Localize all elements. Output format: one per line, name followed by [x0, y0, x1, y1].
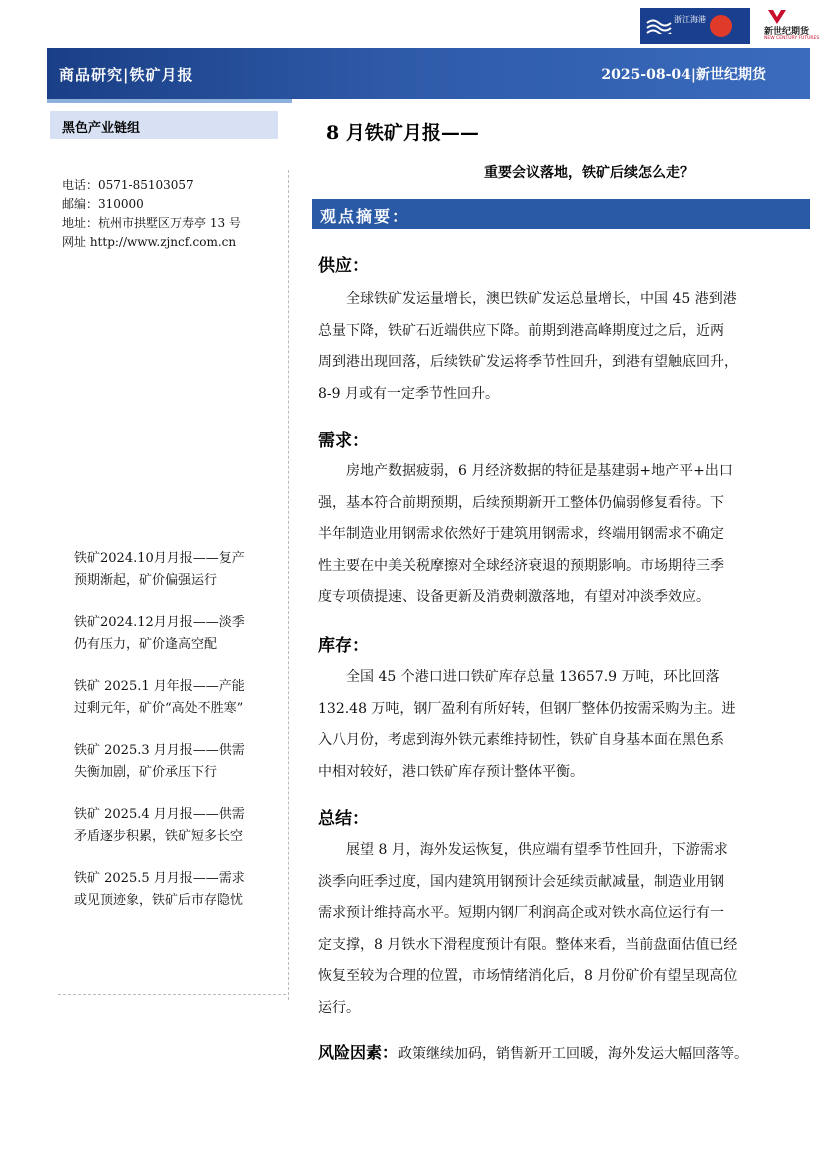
- header-logos: [640, 8, 820, 46]
- contact-phone: 电话：0571-85103057: [62, 178, 194, 192]
- column-divider: [288, 170, 289, 1000]
- wave-icon: [646, 18, 672, 34]
- demand-heading: 需求：: [318, 431, 369, 451]
- new-century-logo: [760, 8, 820, 44]
- report-subtitle: 重要会议落地，铁矿后续怎么走？: [484, 165, 694, 181]
- summary-heading-bar: [312, 199, 810, 229]
- related-report-item[interactable]: 铁矿2024.12月月报——淡季 仍有压力，矿价逢高空配: [74, 615, 245, 652]
- related-report-item[interactable]: 铁矿2024.10月月报——复产 预期渐起，矿价偏强运行: [74, 551, 245, 588]
- related-reports: [74, 548, 274, 932]
- related-report-item[interactable]: 铁矿 2025.5 月月报——需求 或见顶迹象，铁矿后市存隐忧: [74, 871, 245, 908]
- summary-heading: 观点摘要：: [320, 207, 411, 226]
- logo-left-text: 浙江海港: [674, 15, 706, 24]
- banner-accent: [47, 99, 292, 103]
- conclusion-paragraph: 展望 8 月，海外发运恢复，供应端有望季节性回升，下游需求 淡季向旺季过度，国内建筑用钢预计会延续贡献减量，制造业用钢 需求预计维持高水平。短期内钢厂利润高企或对铁水高位运行有一 定支撑，8 月铁水下滑程度预计有限。整体来看，当前盘面估值已经 恢复至较为合理的位置，市场情绪消化后，8 月份矿价有望呈现高位 运行。: [318, 842, 738, 1016]
- zhejiang-port-logo: [640, 8, 750, 44]
- contact-postcode: 邮编：310000: [62, 197, 144, 211]
- group-label: 黑色产业链组: [62, 121, 141, 136]
- inventory-heading: 库存：: [318, 636, 369, 656]
- supply-paragraph: 全球铁矿发运量增长，澳巴铁矿发运总量增长，中国 45 港到港 总量下降，铁矿石近端供应下降。前期到港高峰期度过之后，近两 周到港出现回落，后续铁矿发运将季节性回升，到港有望触底回升， 8-9 月或有一定季节性回升。: [318, 291, 738, 402]
- report-title: 8 月铁矿月报——: [326, 122, 479, 144]
- contact-info: [62, 176, 287, 252]
- report-category: 商品研究|铁矿月报: [59, 66, 194, 84]
- logo-right-cn: 新世纪期货: [764, 27, 810, 37]
- sidebar-bottom-divider: [58, 994, 286, 995]
- demand-paragraph: 房地产数据疲弱，6 月经济数据的特征是基建弱+地产平+出口 强，基本符合前期预期，后续预期新开工整体仍偏弱修复看待。下 半年制造业用钢需求依然好于建筑用钢需求，终端用钢需求不确定 性主要在中美关税摩擦对全球经济衰退的预期影响。市场期待三季 度专项债提速、设备更新及消费刺激落地，有望对冲淡季效应。: [318, 463, 733, 605]
- contact-website[interactable]: 网址 http://www.zjncf.com.cn: [62, 235, 237, 249]
- related-report-item[interactable]: 铁矿 2025.4 月月报——供需 矛盾逐步积累，铁矿短多长空: [74, 807, 245, 844]
- logo-right-en: NEW CENTURY FUTURES: [764, 36, 820, 41]
- supply-heading: 供应：: [318, 256, 369, 276]
- risk-text: 政策继续加码，销售新开工回暖，海外发运大幅回落等。: [398, 1046, 749, 1062]
- conclusion-heading: 总结：: [318, 809, 369, 829]
- header-banner: [47, 48, 810, 99]
- report-date-company: 2025-08-04|新世纪期货: [601, 67, 766, 83]
- sun-icon: [710, 15, 732, 37]
- risk-factors: [318, 1040, 748, 1063]
- inventory-paragraph: 全国 45 个港口进口铁矿库存总量 13657.9 万吨，环比回落 132.48 万吨，钢厂盈利有所好转，但钢厂整体仍按需采购为主。进 入八月份，考虑到海外铁元素维持韧性，铁矿自身基本面在黑色系 中相对较好，港口铁矿库存预计整体平衡。: [318, 669, 736, 780]
- group-label-bar: [50, 111, 278, 139]
- related-report-item[interactable]: 铁矿 2025.3 月月报——供需 失衡加剧，矿价承压下行: [74, 743, 245, 780]
- related-report-item[interactable]: 铁矿 2025.1 月年报——产能 过剩元年，矿价“高处不胜寒”: [74, 679, 245, 716]
- contact-address: 地址：杭州市拱墅区万寿亭 13 号: [62, 216, 241, 230]
- risk-heading: 风险因素：: [318, 1043, 399, 1062]
